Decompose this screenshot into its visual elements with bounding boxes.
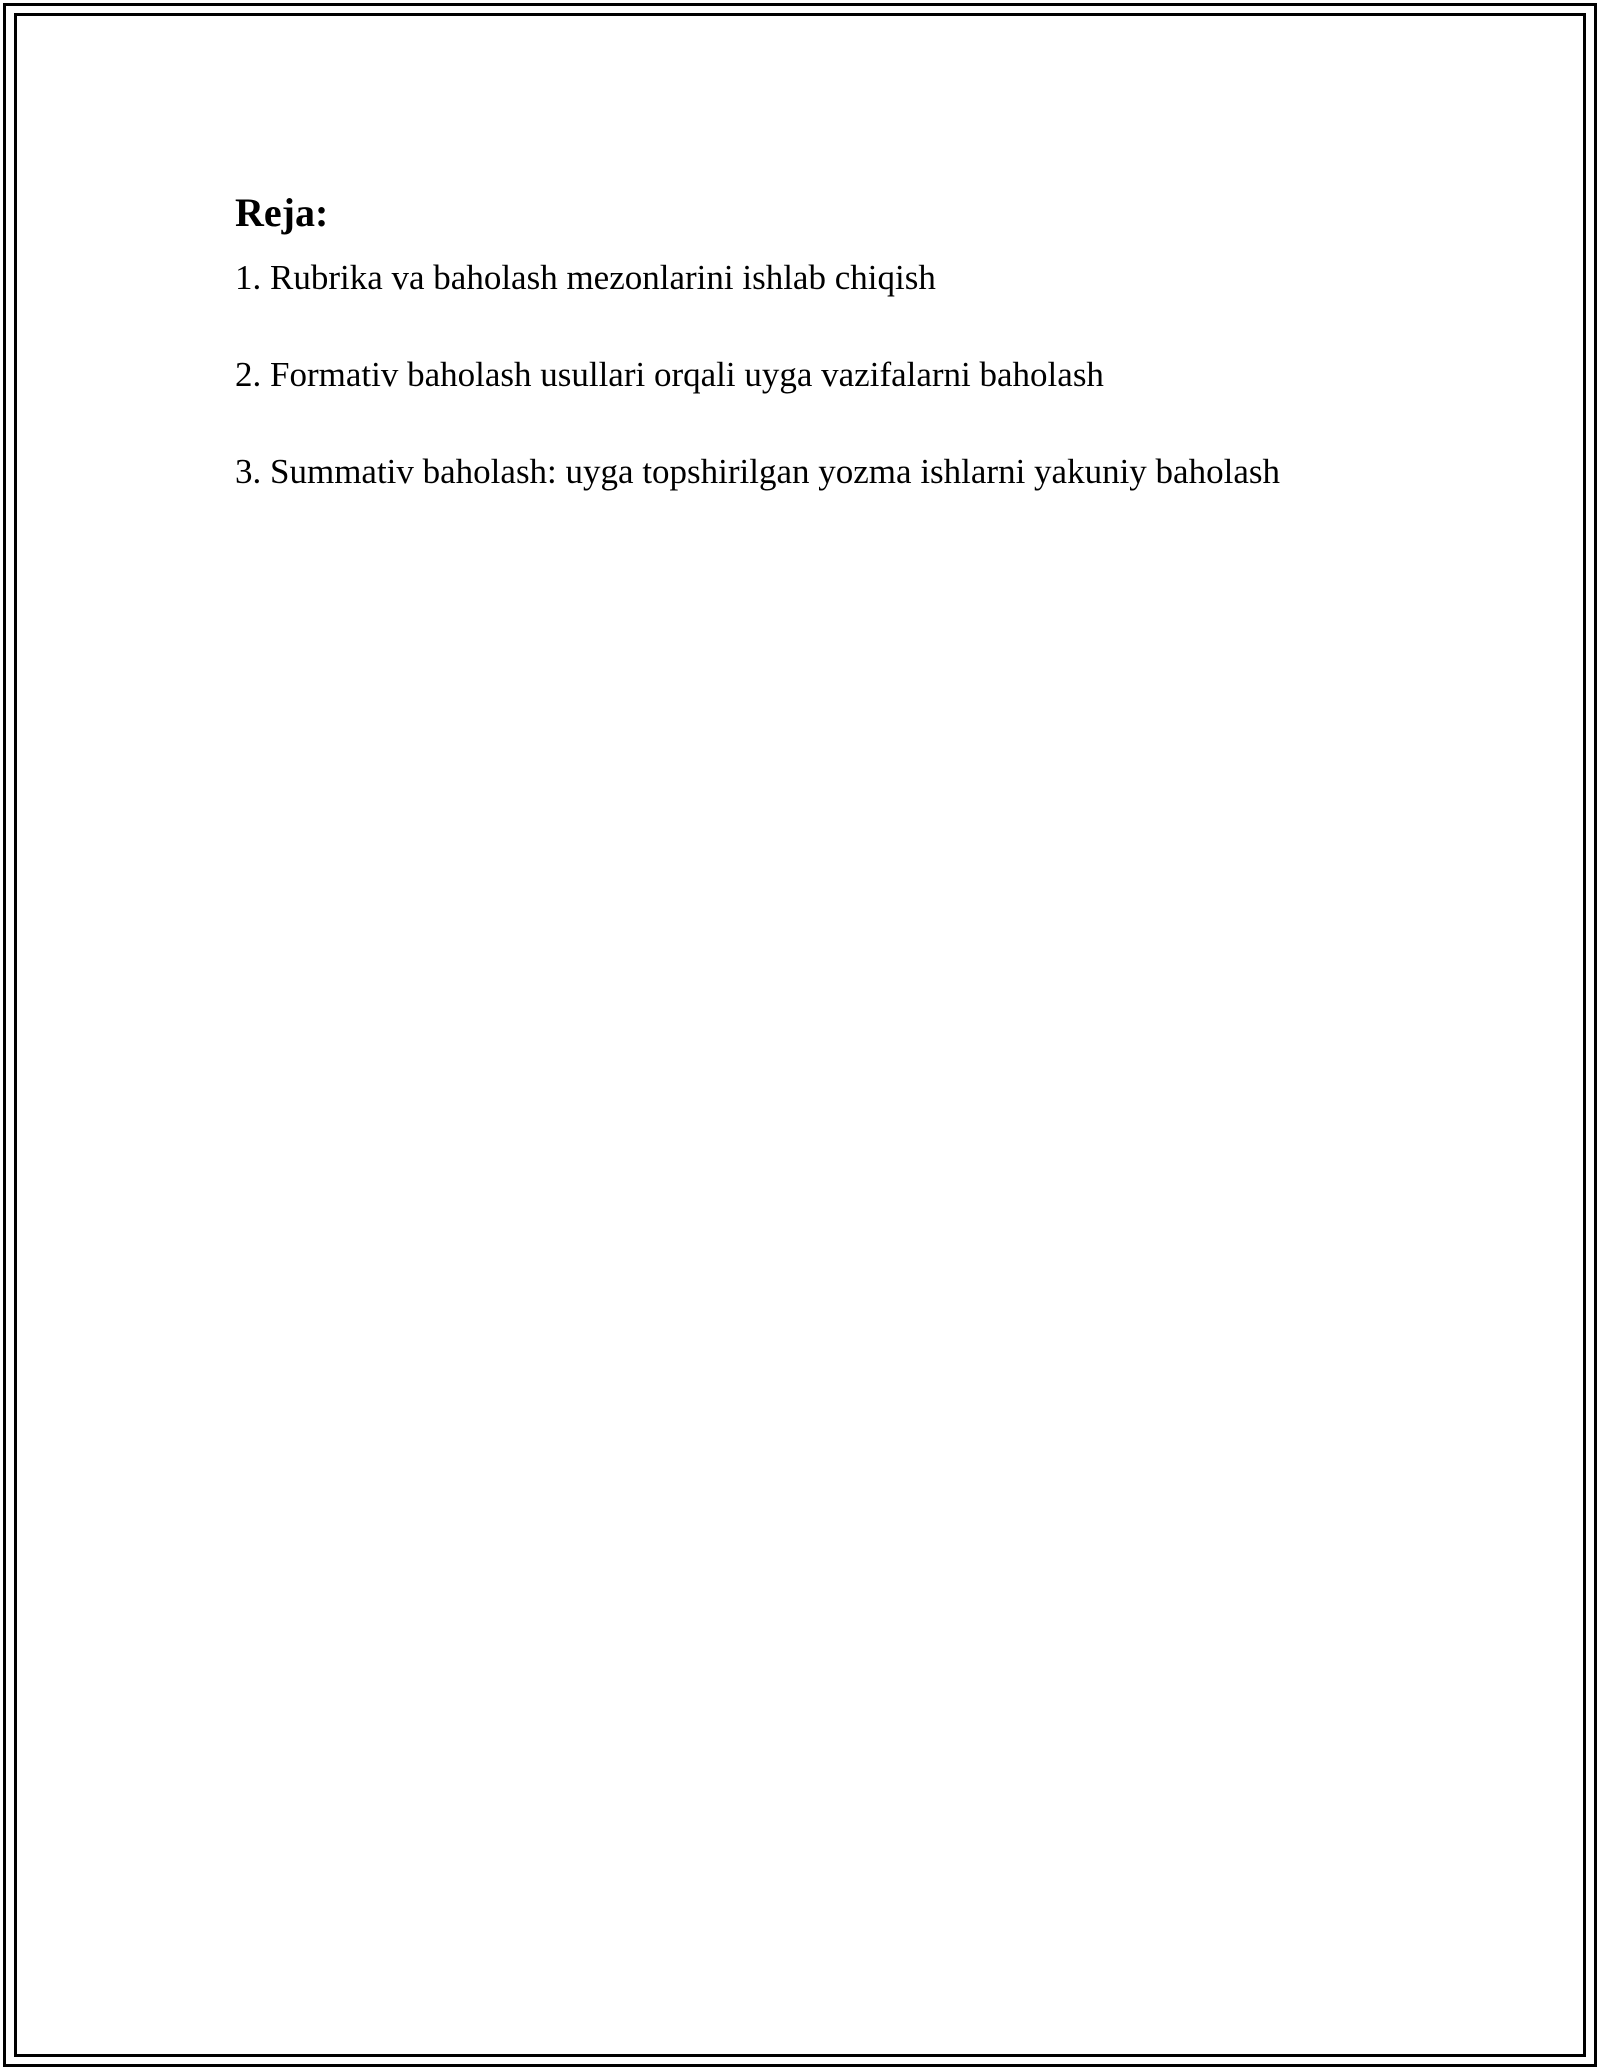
plan-heading: Reja: xyxy=(235,190,329,235)
plan-list xyxy=(235,256,1435,494)
page-content xyxy=(235,186,1435,547)
plan-item-1: 1. Rubrika va baholash mezonlarini ishlab chiqish xyxy=(235,258,936,297)
plan-item-3: 3. Summativ baholash: uyga topshirilgan yozma ishlarni yakuniy baholash xyxy=(235,452,1280,491)
plan-item-2: 2. Formativ baholash usullari orqali uyga vazifalarni baholash xyxy=(235,355,1104,394)
